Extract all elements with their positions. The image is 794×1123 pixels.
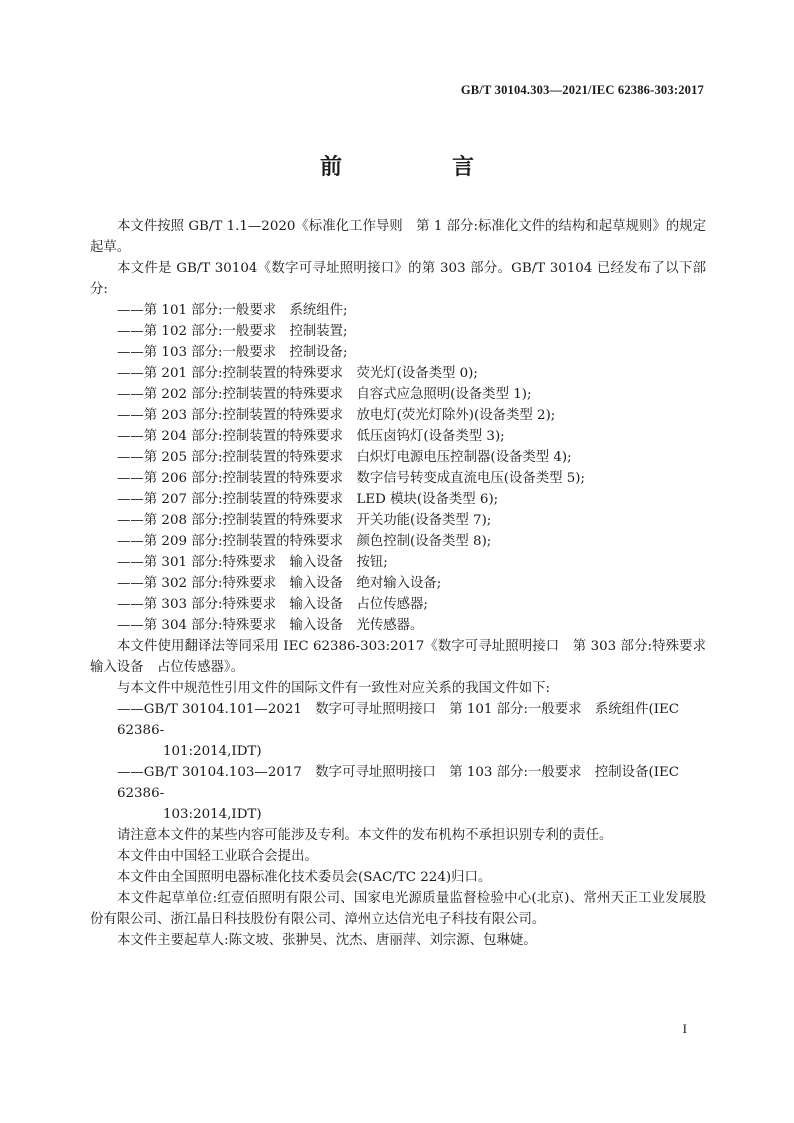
paragraph-drafting-units: 本文件起草单位:红壹佰照明有限公司、国家电光源质量监督检验中心(北京)、常州天正工业发展股份有限公司、浙江晶日科技股份有限公司、漳州立达信光电子科技有限公司。 bbox=[90, 891, 706, 927]
paragraph-translation-method: 本文件使用翻译法等同采用 IEC 62386-303:2017《数字可寻址照明接口 第 303 部分:特殊要求 输入设备 占位传感器》。 bbox=[90, 639, 720, 675]
standard-code-header: GB/T 30104.303—2021/IEC 62386-303:2017 bbox=[460, 83, 704, 97]
part-list-item: ——第 201 部分:控制装置的特殊要求 荧光灯(设备类型 0); bbox=[117, 366, 478, 381]
reference-continuation: 101:2014,IDT) bbox=[163, 744, 262, 759]
reference-line: ——GB/T 30104.103—2017 数字可寻址照明接口 第 103 部分:一般要求 控制设备(IEC 62386- bbox=[117, 765, 679, 801]
page-number: I bbox=[682, 1021, 687, 1036]
reference-item bbox=[90, 699, 706, 762]
foreword-body bbox=[90, 216, 720, 951]
part-list-item: ——第 304 部分:特殊要求 输入设备 光传感器。 bbox=[117, 618, 424, 633]
paragraph-series-intro: 本文件是 GB/T 30104《数字可寻址照明接口》的第 303 部分。GB/T 30104 已经发布了以下部分: bbox=[90, 261, 706, 297]
part-list-item: ——第 101 部分:一般要求 系统组件; bbox=[117, 303, 348, 318]
part-list-item: ——第 103 部分:一般要求 控制设备; bbox=[117, 345, 348, 360]
reference-line: ——GB/T 30104.101—2021 数字可寻址照明接口 第 101 部分:一般要求 系统组件(IEC 62386- bbox=[117, 702, 679, 738]
page-title: 前 言 bbox=[319, 155, 518, 180]
reference-continuation: 103:2014,IDT) bbox=[163, 807, 262, 822]
part-list-item: ——第 102 部分:一般要求 控制装置; bbox=[117, 324, 348, 339]
part-list-item: ——第 204 部分:控制装置的特殊要求 低压卤钨灯(设备类型 3); bbox=[117, 429, 505, 444]
paragraph-references-intro: 与本文件中规范性引用文件的国际文件有一致性对应关系的我国文件如下: bbox=[117, 681, 551, 696]
part-list-item: ——第 301 部分:特殊要求 输入设备 按钮; bbox=[117, 555, 388, 570]
part-list-item: ——第 208 部分:控制装置的特殊要求 开关功能(设备类型 7); bbox=[117, 513, 492, 528]
paragraph-drafting-rules: 本文件按照 GB/T 1.1—2020《标准化工作导则 第 1 部分:标准化文件的结构和起草规则》的规定起草。 bbox=[90, 219, 706, 255]
part-list-item: ——第 207 部分:控制装置的特殊要求 LED 模块(设备类型 6); bbox=[117, 492, 499, 507]
part-list-item: ——第 203 部分:控制装置的特殊要求 放电灯(荧光灯除外)(设备类型 2); bbox=[117, 408, 556, 423]
paragraph-proposed-by: 本文件由中国轻工业联合会提出。 bbox=[117, 849, 318, 864]
part-list-item: ——第 205 部分:控制装置的特殊要求 白炽灯电源电压控制器(设备类型 4); bbox=[117, 450, 572, 465]
paragraph-patent-notice: 请注意本文件的某些内容可能涉及专利。本文件的发布机构不承担识别专利的责任。 bbox=[117, 828, 613, 843]
part-list-item: ——第 302 部分:特殊要求 输入设备 绝对输入设备; bbox=[117, 576, 442, 591]
part-list-item: ——第 303 部分:特殊要求 输入设备 占位传感器; bbox=[117, 597, 428, 612]
part-list-item: ——第 209 部分:控制装置的特殊要求 颜色控制(设备类型 8); bbox=[117, 534, 492, 549]
paragraph-drafters: 本文件主要起草人:陈文坡、张翀昊、沈杰、唐丽萍、刘宗源、包琳婕。 bbox=[117, 933, 537, 948]
part-list-item: ——第 206 部分:控制装置的特殊要求 数字信号转变成直流电压(设备类型 5); bbox=[117, 471, 586, 486]
reference-item bbox=[90, 762, 706, 825]
paragraph-administered-by: 本文件由全国照明电器标准化技术委员会(SAC/TC 224)归口。 bbox=[117, 870, 492, 885]
part-list-item: ——第 202 部分:控制装置的特殊要求 自容式应急照明(设备类型 1); bbox=[117, 387, 532, 402]
